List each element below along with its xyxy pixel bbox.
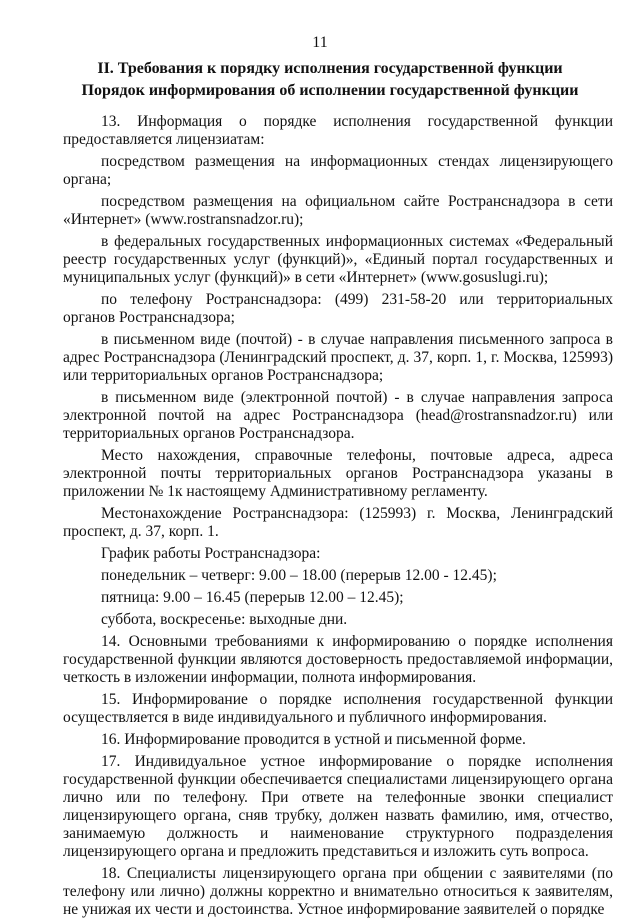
paragraph: 15. Информирование о порядке исполнения государственной функции осуществляется в виде индивидуального и публичного информирования. <box>63 691 613 726</box>
paragraph: График работы Ространснадзора: <box>101 545 321 562</box>
paragraph: в письменном виде (почтой) - в случае направления письменного запроса в адрес Ространснадзора (Ленинградский проспект, д. 37, корп. 1, г. Москва, 125993) или территориальных органов Ространснадзора; <box>63 331 613 384</box>
paragraph: 16. Информирование проводится в устной и письменной форме. <box>101 731 526 748</box>
paragraph: понедельник – четверг: 9.00 – 18.00 (перерыв 12.00 - 12.45); <box>101 567 497 584</box>
paragraph: по телефону Ространснадзора: (499) 231-58-20 или территориальных органов Ространснадзора; <box>63 291 613 326</box>
heading-line-1: II. Требования к порядку исполнения государственной функции <box>97 60 563 77</box>
paragraph: пятница: 9.00 – 16.45 (перерыв 12.00 – 12.45); <box>101 589 404 606</box>
paragraph: суббота, воскресенье: выходные дни. <box>101 611 348 628</box>
document-body <box>63 113 613 923</box>
paragraph: 18. Специалисты лицензирующего органа при общении с заявителями (по телефону или лично) должны корректно и внимательно относиться к заявителям, не унижая их чести и достоинства. Устное информирование заявителей о порядке <box>63 865 613 918</box>
paragraph: в федеральных государственных информационных системах «Федеральный реестр государственных услуг (функций)», «Единый портал государственных и муниципальных услуг (функций)» в сети «Интернет» (www.gosuslugi.ru); <box>63 233 613 286</box>
page-number: 11 <box>312 34 328 51</box>
paragraph: в письменном виде (электронной почтой) - в случае направления запроса электронной почтой на адрес Ространснадзора (head@rostransnadzor.ru) или территориальных органов Ространснадзора. <box>63 389 613 442</box>
heading-line-2: Порядок информирования об исполнении государственной функции <box>81 82 579 99</box>
paragraph: 13. Информация о порядке исполнения государственной функции предоставляется лицензиатам: <box>63 113 613 148</box>
paragraph: 14. Основными требованиями к информированию о порядке исполнения государственной функции являются достоверность предоставляемой информации, четкость в изложении информации, полнота информирования. <box>63 633 613 686</box>
paragraph: Местонахождение Ространснадзора: (125993) г. Москва, Ленинградский проспект, д. 37, корп. 1. <box>63 505 613 540</box>
paragraph: 17. Индивидуальное устное информирование о порядке исполнения государственной функции обеспечивается специалистами лицензирующего органа лично или по телефону. При ответе на телефонные звонки специалист лицензирующего органа, сняв трубку, должен назвать фамилию, имя, отчество, занимаемую должность и наименование структурного подразделения лицензирующего органа и предложить представиться и изложить суть вопроса. <box>63 753 613 860</box>
section-heading <box>40 58 620 102</box>
paragraph: Место нахождения, справочные телефоны, почтовые адреса, адреса электронной почты территориальных органов Ространснадзора указаны в приложении № 1к настоящему Административному регламенту. <box>63 447 613 500</box>
paragraph: посредством размещения на официальном сайте Ространснадзора в сети «Интернет» (www.rostransnadzor.ru); <box>63 193 613 228</box>
paragraph: посредством размещения на информационных стендах лицензирующего органа; <box>63 153 613 188</box>
